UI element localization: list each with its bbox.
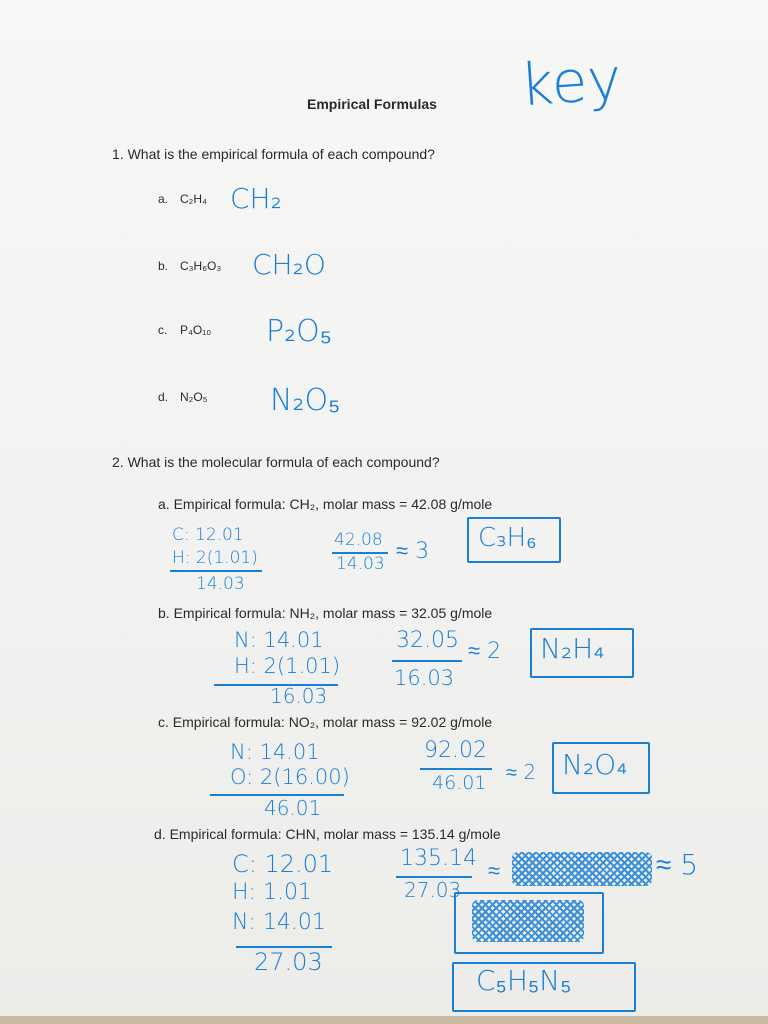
page-title: Empirical Formulas <box>307 96 437 112</box>
q2-d-work-1: C: 12.01 <box>232 850 334 878</box>
q1-a-answer: CH₂ <box>230 182 282 215</box>
q2-a-ratio-num: 42.08 <box>334 530 383 550</box>
question-2: 2. What is the molecular formula of each compound? <box>112 454 440 470</box>
q2-c-approx: ≈ 2 <box>506 760 537 784</box>
q2-d-scribble-2 <box>472 900 584 942</box>
q2-c-ratio-den: 46.01 <box>432 772 487 794</box>
q1-b-answer: CH₂O <box>252 248 326 281</box>
q2-d-answer: C₅H₅N₅ <box>476 964 572 997</box>
q1-d-letter: d. <box>158 390 169 404</box>
q2-b-ratio-line <box>392 660 462 662</box>
q2-b-approx: ≈ 2 <box>468 639 502 664</box>
key-label: key <box>517 44 624 120</box>
q2-c-work-2: O: 2(16.00) <box>230 765 350 789</box>
desk-edge <box>0 1016 768 1024</box>
q2-a-sum-line <box>170 570 262 572</box>
q1-b-formula: C₃H₆O₃ <box>180 259 222 273</box>
q2-c-work-total: 46.01 <box>264 796 322 820</box>
q1-a-letter: a. <box>158 192 169 206</box>
q2-a-work-total: 14.03 <box>196 574 245 594</box>
q1-b-letter: b. <box>158 259 169 273</box>
q2-b-answer: N₂H₄ <box>540 632 605 665</box>
q2-d-ratio-num: 135.14 <box>400 846 477 871</box>
q2-a-work-1: C: 12.01 <box>172 525 244 545</box>
q2-a-work-2: H: 2(1.01) <box>172 548 258 568</box>
q2-b-ratio-den: 16.03 <box>394 666 455 690</box>
q1-c-letter: c. <box>158 323 168 337</box>
q2-c-ratio-line <box>420 768 492 770</box>
question-1: 1. What is the empirical formula of each compound? <box>112 146 435 162</box>
q2-d-work-total: 27.03 <box>254 948 323 976</box>
q2-d-approx: ≈ <box>488 859 501 884</box>
q2-d-text: d. Empirical formula: CHN, molar mass = 135.14 g/mole <box>154 826 501 842</box>
q1-a-formula: C₂H₄ <box>180 192 207 206</box>
q2-a-answer: C₃H₆ <box>478 523 537 553</box>
q2-b-work-2: H: 2(1.01) <box>234 654 341 678</box>
q1-c-answer: P₂O₅ <box>266 314 332 349</box>
q2-b-work-1: N: 14.01 <box>234 628 324 652</box>
q1-d-formula: N₂O₅ <box>180 390 208 404</box>
q2-d-ratio-den: 27.03 <box>404 878 462 902</box>
q2-d-work-2: H: 1.01 <box>232 880 312 905</box>
q2-c-text: c. Empirical formula: NO₂, molar mass = 92.02 g/mole <box>158 714 493 730</box>
q2-a-text: a. Empirical formula: CH₂, molar mass = 42.08 g/mole <box>158 496 493 512</box>
q1-c-formula: P₄O₁₀ <box>180 323 212 337</box>
q2-b-work-total: 16.03 <box>270 684 328 708</box>
q2-b-text: b. Empirical formula: NH₂, molar mass = 32.05 g/mole <box>158 605 493 621</box>
q2-c-work-1: N: 14.01 <box>230 740 320 764</box>
q2-a-approx: ≈ 3 <box>396 539 430 564</box>
q1-d-answer: N₂O₅ <box>270 383 341 418</box>
q2-b-ratio-num: 32.05 <box>396 628 459 653</box>
q2-d-work-3: N: 14.01 <box>232 910 326 935</box>
q2-c-ratio-num: 92.02 <box>424 738 487 763</box>
q2-d-scribble-1 <box>512 852 652 886</box>
q2-a-ratio-den: 14.03 <box>336 554 385 574</box>
q2-d-approx-2: ≈ 5 <box>656 848 699 881</box>
q2-c-answer: N₂O₄ <box>562 748 628 781</box>
